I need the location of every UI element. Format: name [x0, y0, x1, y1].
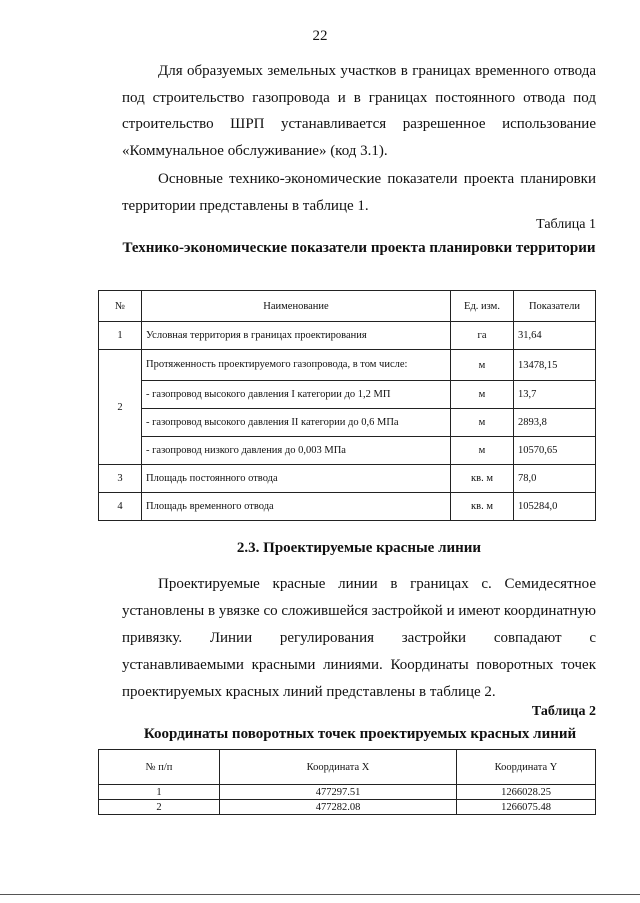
header-value: Показатели: [514, 291, 596, 322]
row-y: 1266075.48: [457, 800, 596, 815]
table-row: [99, 409, 596, 437]
paragraph-indicators: Основные технико-экономические показатели проекта планировки территории представлены в таблице 1.: [122, 171, 596, 214]
table-row: [99, 785, 596, 800]
header-y: Координата Y: [457, 750, 596, 785]
row-name: Протяженность проектируемого газопровода, в том числе:: [142, 350, 451, 381]
row-unit: м: [451, 437, 514, 465]
intro-paragraphs: [122, 58, 596, 219]
row-name: Условная территория в границах проектирования: [142, 322, 451, 350]
row-value: 10570,65: [514, 437, 596, 465]
bottom-edge-line: [0, 894, 640, 895]
row-y: 1266028.25: [457, 785, 596, 800]
row-name: - газопровод высокого давления I категории до 1,2 МП: [142, 381, 451, 409]
row-value: 13,7: [514, 381, 596, 409]
paragraph-land-use: Для образуемых земельных участков в границах временного отвода под строительство газопровода и в границах постоянного отвода под строительство ШРП устанавливается разрешенное использование «Коммунальное обслуживание» (код 3.1).: [122, 63, 596, 159]
row-unit: га: [451, 322, 514, 350]
coordinates-table: [98, 749, 596, 815]
row-num: 2: [99, 350, 142, 465]
table-row: [99, 800, 596, 815]
row-num: 3: [99, 465, 142, 493]
row-value: 31,64: [514, 322, 596, 350]
row-x: 477282.08: [220, 800, 457, 815]
row-num: 2: [99, 800, 220, 815]
table-header-row: [99, 291, 596, 322]
row-value: 78,0: [514, 465, 596, 493]
table2-title: Координаты поворотных точек проектируемых красных линий: [143, 726, 577, 742]
row-num: 4: [99, 493, 142, 521]
row-value: 2893,8: [514, 409, 596, 437]
paragraph-red-lines: Проектируемые красные линии в границах с. Семидесятное установлены в увязке со сложившейся застройкой и имеют координатную привязку. Линии регулирования застройки совпадают с устанавливаемыми красными линиями. Координаты поворотных точек проектируемых красных линий представлены в таблице 2.: [122, 576, 596, 700]
header-x: Координата X: [220, 750, 457, 785]
row-unit: м: [451, 381, 514, 409]
table2-label: Таблица 2: [531, 704, 596, 719]
table-row: [99, 322, 596, 350]
row-x: 477297.51: [220, 785, 457, 800]
table-row: [99, 493, 596, 521]
row-value: 105284,0: [514, 493, 596, 521]
row-unit: м: [451, 409, 514, 437]
page-number: 22: [312, 28, 328, 44]
row-unit: кв. м: [451, 493, 514, 521]
header-name: Наименование: [142, 291, 451, 322]
row-name: Площадь временного отвода: [142, 493, 451, 521]
table-row: [99, 465, 596, 493]
row-name: - газопровод высокого давления II категории до 0,6 МПа: [142, 409, 451, 437]
section-paragraph-block: [122, 571, 596, 706]
row-name: - газопровод низкого давления до 0,003 МПа: [142, 437, 451, 465]
row-num: 1: [99, 322, 142, 350]
row-num: 1: [99, 785, 220, 800]
header-num: № п/п: [99, 750, 220, 785]
header-unit: Ед. изм.: [451, 291, 514, 322]
section-heading: 2.3. Проектируемые красные линии: [236, 540, 482, 556]
row-value: 13478,15: [514, 350, 596, 381]
row-unit: м: [451, 350, 514, 381]
table-row: [99, 437, 596, 465]
table-row: [99, 350, 596, 381]
table-row: [99, 381, 596, 409]
row-name: Площадь постоянного отвода: [142, 465, 451, 493]
header-num: №: [99, 291, 142, 322]
table1-label: Таблица 1: [536, 217, 596, 232]
indicators-table: [98, 290, 596, 521]
row-unit: кв. м: [451, 465, 514, 493]
table-header-row: [99, 750, 596, 785]
table1-title: Технико-экономические показатели проекта планировки территории: [122, 240, 596, 256]
